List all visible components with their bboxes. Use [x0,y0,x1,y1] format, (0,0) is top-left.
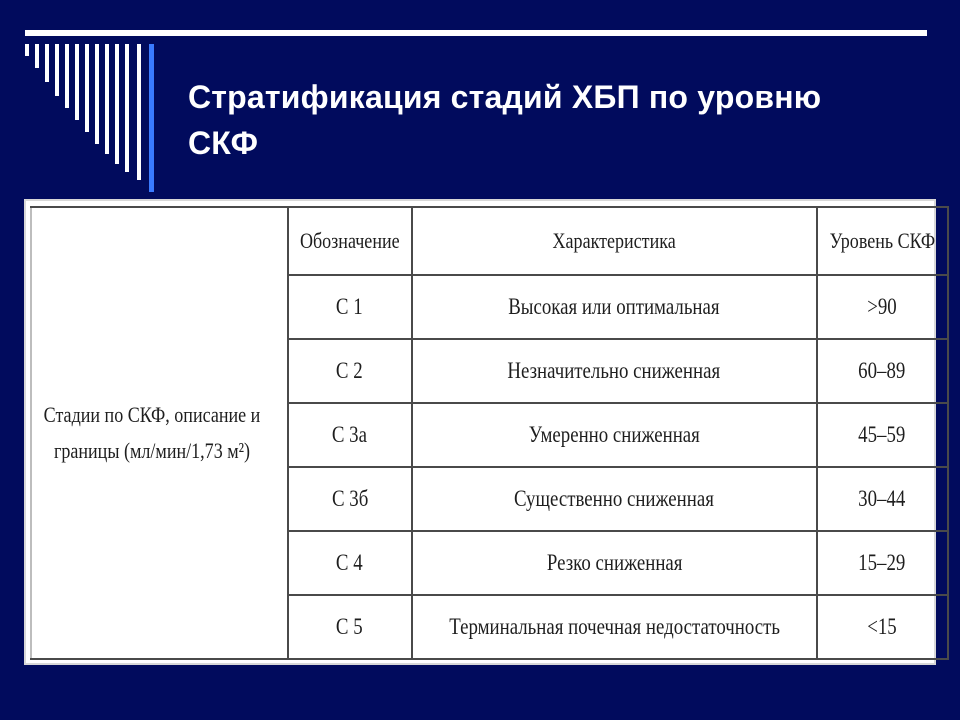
stage-code: С 1 [288,275,412,339]
header-gfr: Уровень СКФ [817,207,948,275]
stripe-9 [105,44,109,154]
stripe-13 [149,44,154,192]
table-header-row [31,207,948,275]
stage-description: Высокая или оптимальная [412,275,817,339]
stripe-6 [75,44,79,120]
stripe-8 [95,44,99,144]
stripe-12 [137,44,141,180]
decorative-stripes [25,44,165,194]
stage-gfr: <15 [817,595,948,659]
stage-description: Незначительно сниженная [412,339,817,403]
stripe-5 [65,44,69,108]
stripe-11 [125,44,129,172]
stage-code: С 4 [288,531,412,595]
top-rule [25,30,927,36]
stage-description: Умеренно сниженная [412,403,817,467]
slide-title: Стратификация стадий ХБП по уровню СКФ [188,79,822,161]
stripe-7 [85,44,89,132]
stage-gfr: >90 [817,275,948,339]
group-label: Стадии по СКФ, описание и границы (мл/мин/1,73 м²) [43,402,261,463]
stage-gfr: 45–59 [817,403,948,467]
stage-code: С 2 [288,339,412,403]
stage-description: Терминальная почечная недостаточность [412,595,817,659]
stripe-1 [25,44,29,56]
stage-gfr: 60–89 [817,339,948,403]
table-frame [24,199,936,665]
stripe-10 [115,44,119,164]
stage-code: С 3б [288,467,412,531]
stage-code: С 5 [288,595,412,659]
group-label-cell [31,207,288,659]
stage-gfr: 15–29 [817,531,948,595]
stripe-3 [45,44,49,82]
header-description: Характеристика [412,207,817,275]
stage-gfr: 30–44 [817,467,948,531]
gfr-stage-table [30,206,949,660]
stripe-2 [35,44,39,68]
stage-code: С 3а [288,403,412,467]
header-code: Обозначение [288,207,412,275]
stage-description: Резко сниженная [412,531,817,595]
stripe-4 [55,44,59,96]
stage-description: Существенно сниженная [412,467,817,531]
